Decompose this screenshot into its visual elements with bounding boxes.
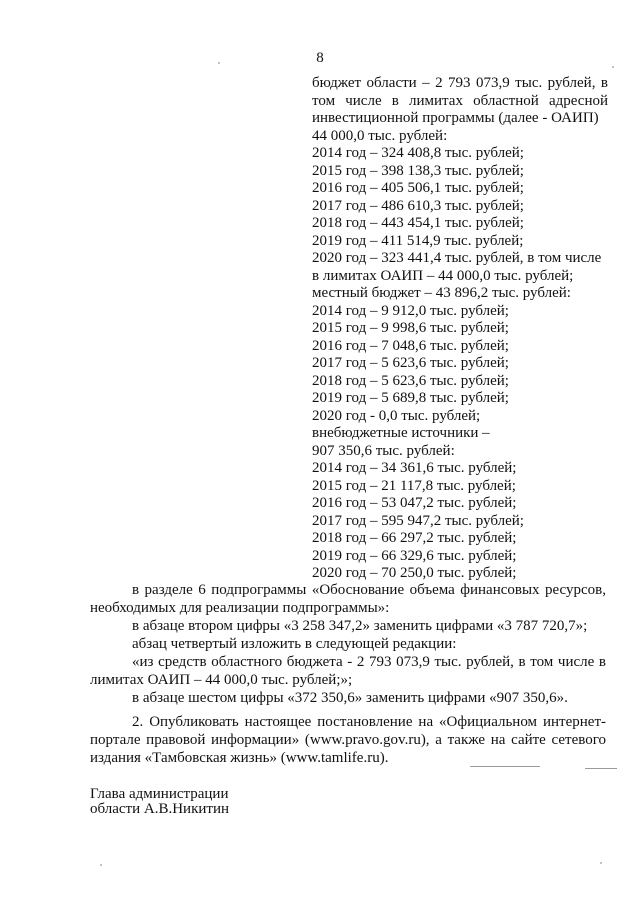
scan-artifact-dot xyxy=(100,864,102,866)
regional-budget-line: инвестиционной программы (далее - ОАИП) xyxy=(312,110,599,126)
extrabudget-year-line: 2015 год – 21 117,8 тыс. рублей; xyxy=(312,477,516,494)
local-year-line: 2016 год – 7 048,6 тыс. рублей; xyxy=(312,337,509,354)
local-year-line: 2014 год – 9 912,0 тыс. рублей; xyxy=(312,302,509,319)
regional-year-line: 2017 год – 486 610,3 тыс. рублей; xyxy=(312,197,524,214)
section6-paragraph: в разделе 6 подпрограммы «Обоснование объема финансовых ресурсов, необходимых для реализации подпрограммы»: xyxy=(90,582,606,616)
extrabudget-title: 907 350,6 тыс. рублей: xyxy=(312,442,455,459)
scan-artifact-line xyxy=(585,768,617,769)
page-number: 8 xyxy=(316,50,324,66)
scan-artifact-dot xyxy=(218,62,220,64)
extrabudget-year-line: 2016 год – 53 047,2 тыс. рублей; xyxy=(312,495,517,511)
extrabudget-year-line: 2020 год – 70 250,0 тыс. рублей; xyxy=(312,565,517,581)
regional-budget-line: том числе в лимитах областной адресной xyxy=(312,92,608,109)
local-budget-title: местный бюджет – 43 896,2 тыс. рублей: xyxy=(312,285,571,301)
regional-budget-line: 44 000,0 тыс. рублей: xyxy=(312,127,448,144)
regional-year-line: 2018 год – 443 454,1 тыс. рублей; xyxy=(312,215,524,231)
quote-paragraph: «из средств областного бюджета - 2 793 073,9 тыс. рублей, в том числе в лимитах ОАИП – 44 000,0 тыс. рублей;»; xyxy=(90,654,606,688)
signature-block xyxy=(90,787,229,817)
local-year-line: 2019 год – 5 689,8 тыс. рублей; xyxy=(312,390,509,406)
local-year-line: 2015 год – 9 998,6 тыс. рублей; xyxy=(312,320,509,336)
financing-volumes-block xyxy=(312,75,608,583)
scan-artifact-line xyxy=(470,766,540,767)
abzac6-paragraph: в абзаце шестом цифры «372 350,6» заменить цифрами «907 350,6». xyxy=(132,690,568,706)
regional-year-line: 2014 год – 324 408,8 тыс. рублей; xyxy=(312,145,524,161)
regional-year-line: 2020 год – 323 441,4 тыс. рублей, в том числе xyxy=(312,250,602,266)
extrabudget-title: внебюджетные источники – xyxy=(312,425,490,441)
extrabudget-year-line: 2014 год – 34 361,6 тыс. рублей; xyxy=(312,460,517,476)
signature-name: области А.В.Никитин xyxy=(90,801,230,817)
publish-paragraph: 2. Опубликовать настоящее постановление на «Официальном интернет-портале правовой информации» (www.pravo.gov.ru), а также на сайте сетевого издания «Тамбовская жизнь» (www.tamlife.ru). xyxy=(90,714,606,766)
regional-year-line: 2016 год – 405 506,1 тыс. рублей; xyxy=(312,180,524,196)
local-year-line: 2017 год – 5 623,6 тыс. рублей; xyxy=(312,355,509,371)
amendments-text xyxy=(90,581,606,767)
regional-year-line: 2019 год – 411 514,9 тыс. рублей; xyxy=(312,232,524,249)
local-year-line: 2020 год - 0,0 тыс. рублей; xyxy=(312,407,481,424)
local-year-line: 2018 год – 5 623,6 тыс. рублей; xyxy=(312,372,509,389)
extrabudget-year-line: 2019 год – 66 329,6 тыс. рублей; xyxy=(312,547,517,564)
abzac4-paragraph: абзац четвертый изложить в следующей редакции: xyxy=(132,636,457,652)
regional-budget-line: бюджет области – 2 793 073,9 тыс. рублей, в xyxy=(312,75,608,91)
regional-year-line: 2015 год – 398 138,3 тыс. рублей; xyxy=(312,162,524,179)
signature-position: Глава администрации xyxy=(90,786,229,802)
extrabudget-year-line: 2017 год – 595 947,2 тыс. рублей; xyxy=(312,512,524,529)
abzac2-paragraph: в абзаце втором цифры «3 258 347,2» заменить цифрами «3 787 720,7»; xyxy=(132,618,588,634)
scan-artifact-dot xyxy=(612,66,614,68)
extrabudget-year-line: 2018 год – 66 297,2 тыс. рублей; xyxy=(312,530,517,546)
scan-artifact-dot xyxy=(600,862,602,864)
regional-year-line: в лимитах ОАИП – 44 000,0 тыс. рублей; xyxy=(312,267,574,284)
